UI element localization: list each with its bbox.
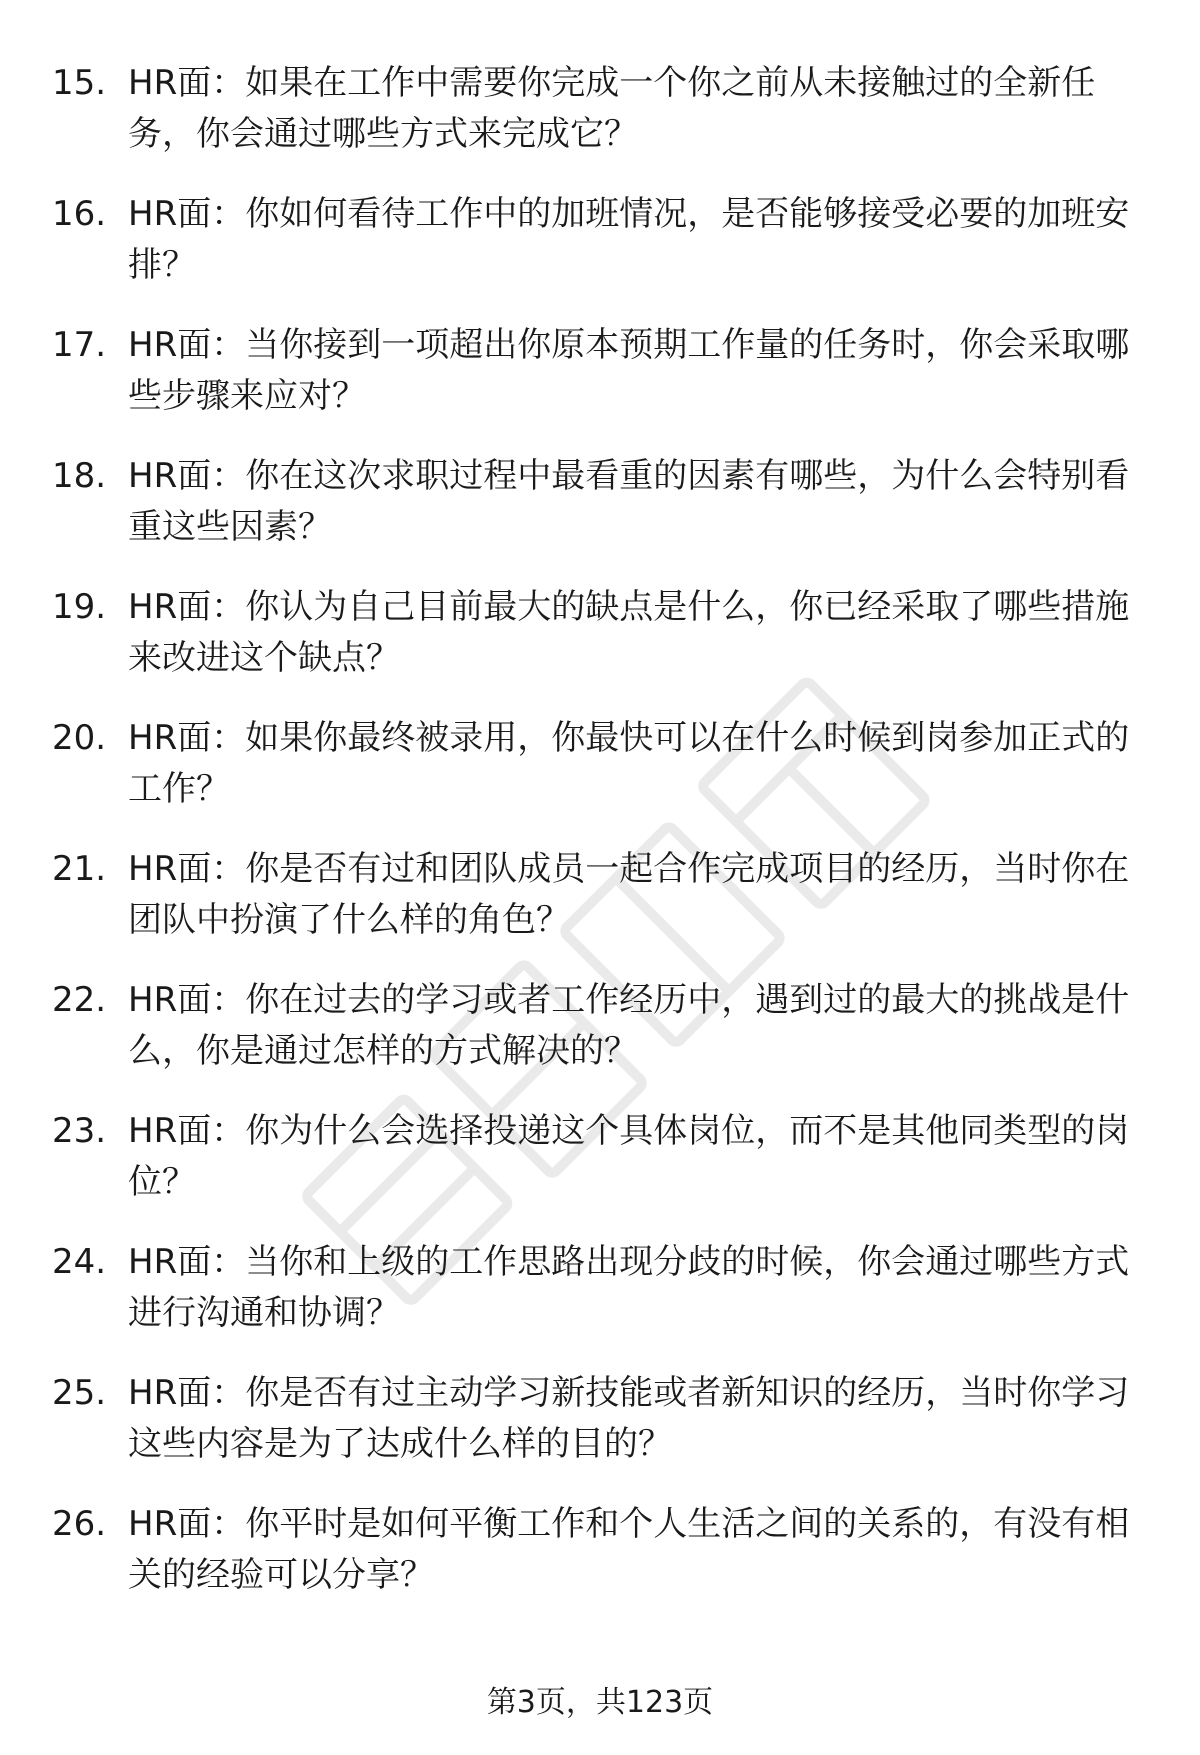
list-item bbox=[52, 582, 1152, 713]
question-number: 15. bbox=[52, 63, 107, 103]
list-item bbox=[52, 975, 1152, 1106]
question-text: HR面：你是否有过主动学习新技能或者新知识的经历，当时你学习这些内容是为了达成什么样的目的？ bbox=[128, 1373, 1130, 1464]
question-number: 20. bbox=[52, 718, 107, 758]
list-item bbox=[52, 1237, 1152, 1368]
question-text: HR面：如果在工作中需要你完成一个你之前从未接触过的全新任务，你会通过哪些方式来完成它？ bbox=[128, 63, 1096, 154]
list-item bbox=[52, 1106, 1152, 1237]
question-number: 26. bbox=[52, 1504, 107, 1544]
question-text: HR面：你在这次求职过程中最看重的因素有哪些，为什么会特别看重这些因素？ bbox=[128, 456, 1130, 547]
question-number: 18. bbox=[52, 456, 107, 496]
question-number: 17. bbox=[52, 325, 107, 365]
question-text: HR面：你是否有过和团队成员一起合作完成项目的经历，当时你在团队中扮演了什么样的角色？ bbox=[128, 849, 1130, 940]
list-item bbox=[52, 189, 1152, 320]
question-text: HR面：当你和上级的工作思路出现分歧的时候，你会通过哪些方式进行沟通和协调？ bbox=[128, 1242, 1130, 1333]
question-text: HR面：你如何看待工作中的加班情况，是否能够接受必要的加班安排？ bbox=[128, 194, 1130, 285]
question-text: HR面：你平时是如何平衡工作和个人生活之间的关系的，有没有相关的经验可以分享？ bbox=[128, 1504, 1130, 1595]
question-number: 16. bbox=[52, 194, 107, 234]
question-text: HR面：如果你最终被录用，你最快可以在什么时候到岗参加正式的工作？ bbox=[128, 718, 1130, 809]
question-text: HR面：你为什么会选择投递这个具体岗位，而不是其他同类型的岗位？ bbox=[128, 1111, 1130, 1202]
document-body bbox=[52, 58, 1152, 1630]
page-number-label: 第3页，共123页 bbox=[486, 1685, 714, 1720]
question-text: HR面：你在过去的学习或者工作经历中，遇到过的最大的挑战是什么，你是通过怎样的方式解决的？ bbox=[128, 980, 1130, 1071]
question-number: 24. bbox=[52, 1242, 107, 1282]
question-number: 23. bbox=[52, 1111, 107, 1151]
list-item bbox=[52, 844, 1152, 975]
list-item bbox=[52, 1499, 1152, 1630]
list-item bbox=[52, 713, 1152, 844]
list-item bbox=[52, 320, 1152, 451]
question-text: HR面：你认为自己目前最大的缺点是什么，你已经采取了哪些措施来改进这个缺点？ bbox=[128, 587, 1130, 678]
list-item bbox=[52, 1368, 1152, 1499]
list-item bbox=[52, 451, 1152, 582]
question-number: 19. bbox=[52, 587, 107, 627]
question-text: HR面：当你接到一项超出你原本预期工作量的任务时，你会采取哪些步骤来应对？ bbox=[128, 325, 1130, 416]
question-number: 21. bbox=[52, 849, 107, 889]
question-list bbox=[52, 58, 1152, 1630]
question-number: 25. bbox=[52, 1373, 107, 1413]
page-footer bbox=[0, 1683, 1200, 1723]
question-number: 22. bbox=[52, 980, 107, 1020]
list-item bbox=[52, 58, 1152, 189]
